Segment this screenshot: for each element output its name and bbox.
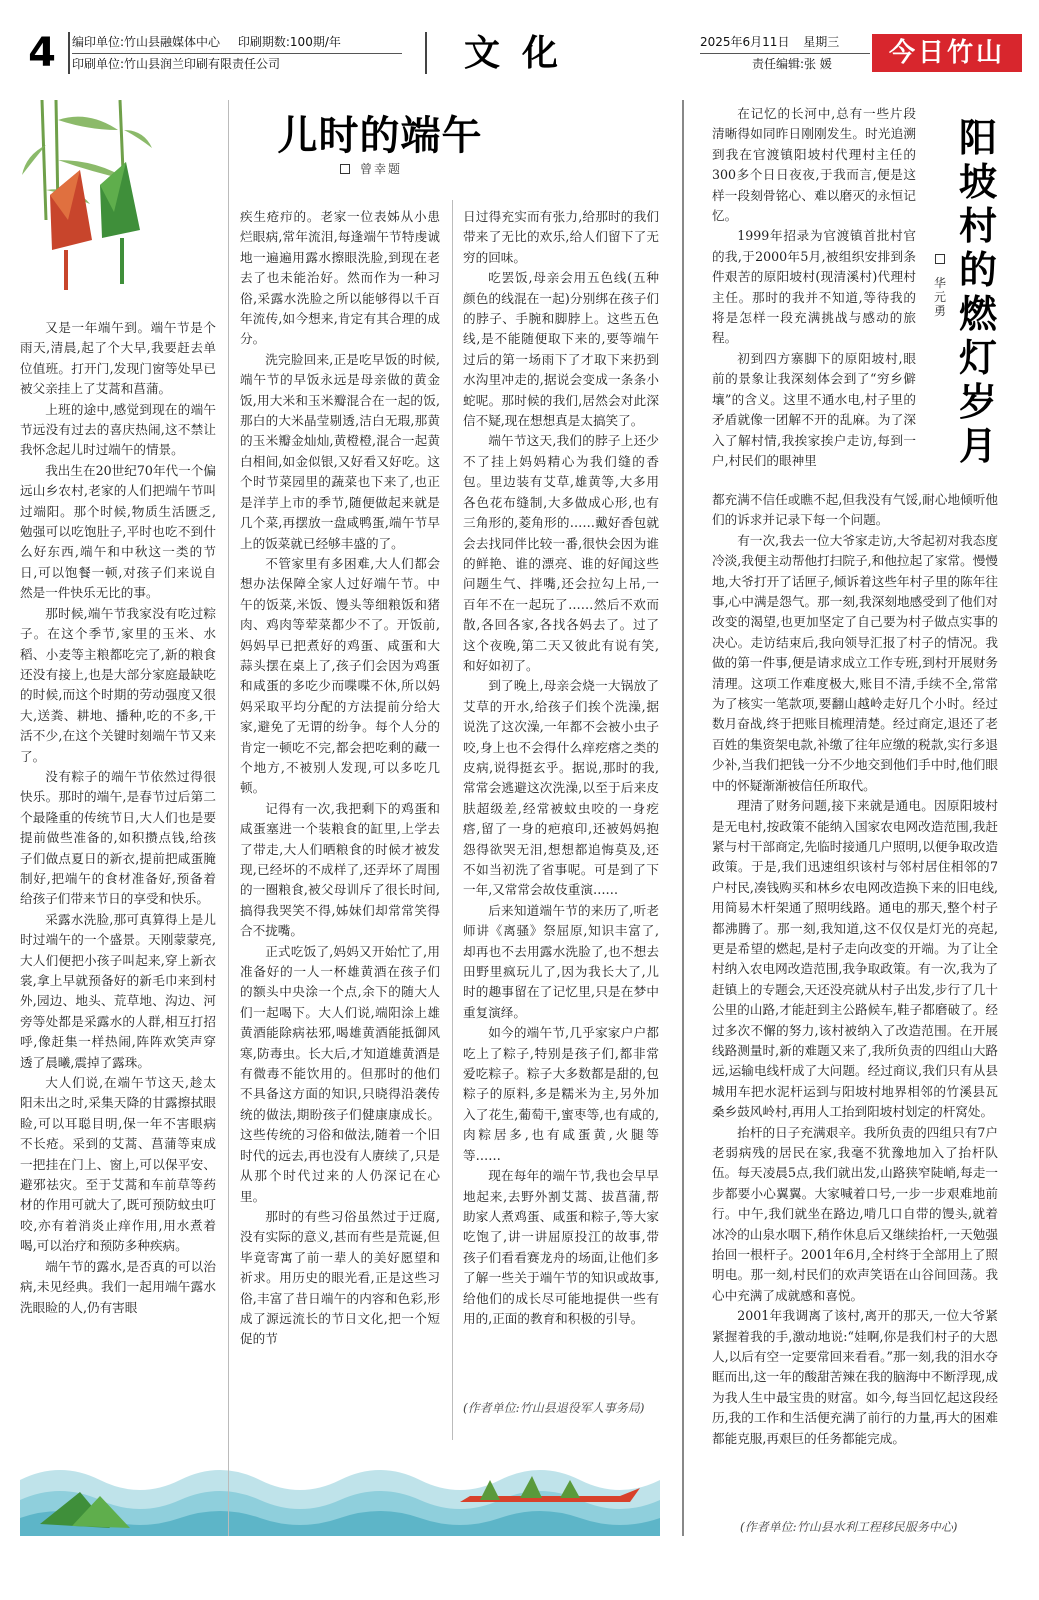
issue-weekday: 星期三	[803, 35, 840, 49]
paragraph: 洗完脸回来,正是吃早饭的时候,端午节的早饭永远是母亲做的黄金饭,用大米和玉米瓣混合在一起的饭,那白的大米晶莹剔透,洁白无瑕,那黄的玉米瓣金灿灿,黄橙橙,混合一起黄白相间,如金似银,又好看又好吃。这个时节菜园里的蔬菜也下来了,也正是洋芋上市的季节,随便做起来就是几个菜,再摆放一盘咸鸭蛋,端午节早上的饭菜就已经够丰盛的了。	[240, 351, 440, 551]
author-name: 华元勇	[933, 276, 946, 318]
masthead-date-info	[700, 32, 870, 75]
paragraph: 端午节这天,我们的脖子上还少不了挂上妈妈精心为我们缝的香包。里边装有艾草,雄黄等,大多用各色花布缝制,大多做成心形,也有三角形的,菱角形的……戴好香包就会去找同伴比较一番,很快会因为谁的鲜艳、谁的漂亮、谁的好闻这些问题生气、拌嘴,还会拉勾上吊,一百年不在一起玩了……然后不欢而散,各回各家,各找各妈去了。过了这个夜晚,第二天又彼此有说有笑,和好如初了。	[463, 433, 659, 673]
paragraph: 理清了财务问题,接下来就是通电。因原阳坡村是无电村,按政策不能纳入国家农电网改造范围,我赶紧与村干部商定,先临时接通几户照明,以便争取改造政策。于是,我们迅速组织该村与邻村居住相邻的7户村民,凑钱购买和林乡农电网改造换下来的旧电线,用简易木杆架通了照明线路。通电的那天,整个村子都沸腾了。那一刻,我知道,这不仅仅是灯光的亮起,更是希望的燃起,是村子走向改变的开端。为了让全村纳入农电网改造范围,我争取政策。有一次,我为了赶镇上的专题会,天还没亮就从村子出发,步行了几十公里的山路,才能赶到主公路候车,鞋子都磨破了。经过多次不懈的努力,该村被纳入了改造范围。在开展线路测量时,新的难题又来了,我所负责的四组山大路远,运输电线杆成了大问题。经过商议,我们只有从县城用车把水泥杆运到与阳坡村地界相邻的竹溪县瓦桑乡鼓风岭村,再用人工抬到阳坡村划定的杆窝处。	[712, 798, 998, 1120]
duty-editor: 责任编辑:张 媛	[752, 57, 832, 71]
paragraph: 有一次,我去一位大爷家走访,大爷起初对我态度冷淡,我便主动帮他打扫院子,和他拉起了家常。慢慢地,大爷打开了话匣子,倾诉着这些年村子里的陈年往事,心中满是怨气。那一刻,我深刻地感受到了他们对改变的渴望,也更加坚定了自己要为村子做点实事的决心。走访结束后,我向领导汇报了村子的情况。我做的第一件事,便是请求成立工作专班,到村开展财务清理。这项工作难度极大,账目不清,手续不全,常常为了核实一笔款项,要翻山越岭走好几个小时。经过数月奋战,终于把账目梳理清楚。经过商定,退还了老百姓的集资架电款,补缴了往年应缴的税款,实行多退少补,当我们把钱一分不少地交到他们手中时,他们眼中的怀疑渐渐被信任所取代。	[712, 532, 998, 793]
right-article-top	[712, 104, 916, 471]
story-byline	[340, 160, 402, 177]
paragraph: 现在每年的端午节,我也会早早地起来,去野外割艾蒿、拔菖蒲,帮助家人煮鸡蛋、咸蛋和粽子,等大家吃饱了,讲一讲屈原投江的故事,带孩子们看看赛龙舟的场面,让他们多了解一些关于端午节的知识或故事,给他们的成长尽可能地提供一些有用的,正面的教育和积极的引导。	[463, 1168, 659, 1326]
paragraph: 不管家里有多困难,大人们都会想办法保障全家人过好端午节。中午的饭菜,米饭、馒头等细粮饭和猪肉、鸡肉等荤菜都少不了。开饭前,妈妈早已把煮好的鸡蛋、咸蛋和大蒜头摆在桌上了,孩子们会因为鸡蛋和咸蛋的多吃少而喋喋不休,所以妈妈采取平均分配的方法提前分给大家,避免了无谓的纷争。每个人分的肯定一顿吃不完,都会把吃剩的藏一个地方,不被别人发现,可以多吃几顿。	[240, 555, 440, 796]
paragraph: 初到四方寨脚下的原阳坡村,眼前的景象让我深刻体会到了“穷乡僻壤”的含义。这里不通水电,村子里的矛盾就像一团解不开的乱麻。为了深入了解村情,我挨家挨户走访,每到一户,村民们的眼神里	[712, 350, 916, 468]
paragraph: 在记忆的长河中,总有一些片段清晰得如同昨日刚刚发生。时光追溯到我在官渡镇阳坡村代理村主任的300多个日日夜夜,于我而言,便是这样一段刻骨铭心、难以磨灭的永恒记忆。	[712, 106, 916, 224]
paragraph: 那时候,端午节我家没有吃过粽子。在这个季节,家里的玉米、水稻、小麦等主粮都吃完了,新的粮食还没有接上,也是大部分家庭最缺吃的时候,而这个时期的劳动强度又很大,送粪、耕地、播种,吃的不多,干活不少,在这个关键时刻端午节又来了。	[20, 605, 216, 764]
paragraph: 正式吃饭了,妈妈又开始忙了,用准备好的一人一杯雄黄酒在孩子们的额头中央涂一个点,余下的随大人们一起喝下。大人们说,端阳涂上雄黄酒能除病祛邪,喝雄黄酒能抵御风寒,防毒虫。长大后,才知道雄黄酒是有微毒不能饮用的。但那时的他们不具备这方面的知识,只晓得沿袭传统的做法,期盼孩子们健康康成长。这些传统的习俗和做法,随着一个旧时代的远去,再也没有人赓续了,只是从那个时代过来的人仍深记在心里。	[240, 943, 440, 1204]
author-affiliation: (作者单位:竹山县水利工程移民服务中心)	[740, 1520, 958, 1534]
masthead	[20, 30, 1020, 76]
paragraph: 到了晚上,母亲会烧一大锅放了艾草的开水,给孩子们挨个洗澡,据说洗了这次澡,一年都不会被小虫子咬,身上也不会得什么痒疙瘩之类的皮病,说得挺玄乎。据说,那时的我,常常会逃避这次洗澡,以至于后来皮肤超级差,经常被蚊虫咬的一身疙瘩,留了一身的疤痕印,还被妈妈抱怨得欲哭无泪,想想都追悔莫及,还不如当初洗了省事呢。可是到了下一年,又常常会故伎重演……	[463, 678, 659, 898]
dragon-boat-illustration	[20, 1440, 660, 1536]
page-number: 4	[28, 30, 56, 76]
paragraph: 那时的有些习俗虽然过于迂腐,没有实际的意义,甚而有些是荒诞,但毕竟寄寓了前一辈人的美好愿望和祈求。用历史的眼光看,正是这些习俗,丰富了昔日端午的内容和色彩,形成了源远流长的节日文化,把一个短促的节	[240, 1208, 440, 1347]
paragraph: 上班的途中,感觉到现在的端午节远没有过去的喜庆热闹,这不禁让我怀念起儿时过端午的情景。	[20, 401, 216, 458]
right-article-body	[712, 490, 998, 1449]
article-column-1	[20, 318, 216, 1318]
issue-date: 2025年6月11日	[700, 35, 790, 49]
story-divider	[682, 100, 684, 1536]
paragraph: 又是一年端午到。端午节是个雨天,清晨,起了个大早,我要赶去单位值班。打开门,发现门窗等处早已被父亲挂上了艾蒿和菖蒲。	[20, 320, 216, 397]
paragraph: 如今的端午节,几乎家家户户都吃上了粽子,特别是孩子们,都非常爱吃粽子。粽子大多数都是甜的,包粽子的原料,多是糯米为主,另外加入了花生,葡萄干,蜜枣等,也有咸的,肉粽居多,也有咸蛋黄,火腿等等……	[463, 1025, 659, 1163]
article-column-3	[463, 207, 659, 1329]
paragraph: 日过得充实而有张力,给那时的我们带来了无比的欢乐,给人们留下了无穷的回味。	[463, 209, 659, 265]
masthead-publisher-info	[72, 32, 402, 75]
author-name: 曾幸题	[360, 162, 403, 176]
byline-box-icon	[340, 164, 350, 174]
paragraph: 都充满不信任或瞧不起,但我没有气馁,耐心地倾听他们的诉求并记录下每一个问题。	[712, 492, 998, 528]
paragraph: 没有粽子的端午节依然过得很快乐。那时的端午,是春节过后第二个最隆重的传统节日,大人们也是要提前做些准备的,如积攒点钱,给孩子们做点夏日的新衣,提前把咸蛋腌制好,把端午的食材准备好,预备着给孩子们带来节日的享受和快乐。	[20, 768, 216, 907]
column-divider	[228, 100, 229, 1536]
paragraph: 2001年我调离了该村,离开的那天,一位大爷紧紧握着我的手,激动地说:“娃啊,你是我们村子的大恩人,以后有空一定要常回来看看。”那一刻,我的泪水夺眶而出,这一年的酸甜苦辣在我的脑海中不断浮现,成为我人生中最宝贵的财富。如今,每当回忆起这段经历,我的工作和生活便充满了前行的力量,再大的困难都能克服,再艰巨的任务都能完成。	[712, 1308, 998, 1446]
article-column-2	[240, 207, 440, 1350]
author-affiliation: (作者单位:竹山县退役军人事务局)	[463, 1401, 645, 1415]
editor-unit: 编印单位:竹山县融媒体中心	[72, 35, 221, 49]
masthead-divider	[68, 32, 70, 74]
right-story-title: 阳坡村的燃灯岁月	[958, 115, 997, 468]
print-count: 印刷期数:100期/年	[237, 35, 341, 49]
section-title: 文化	[463, 32, 580, 74]
column-divider	[452, 200, 453, 1440]
masthead-divider	[425, 32, 427, 74]
paragraph: 疾生疮疖的。老家一位表姊从小患烂眼病,常年流泪,每逢端午节特虔诚地一遍遍用露水擦眼洗脸,到现在老去了也未能治好。然而作为一种习俗,采露水洗脸之所以能够得以千百年流传,如今想来,肯定有其合理的成分。	[240, 209, 440, 347]
paragraph: 抬杆的日子充满艰辛。我所负责的四组只有7户老弱病残的居民在家,我毫不犹豫地加入了抬杆队伍。每天凌晨5点,我们就出发,山路狭窄陡峭,每走一步都要小心翼翼。大家喊着口号,一步一步艰难地前行。中午,我们就坐在路边,啃几口自带的馒头,就着冰冷的山泉水咽下,稍作休息后又继续抬杆,一天勉强抬回一根杆子。2001年6月,全村终于全部用上了照明电。那一刻,村民们的欢声笑语在山谷间回荡。我心中充满了成就感和喜悦。	[712, 1124, 998, 1303]
byline-box-icon	[935, 254, 945, 264]
paragraph: 大人们说,在端午节这天,趁太阳未出之时,采集天降的甘露擦拭眼睑,可以耳聪目明,保一年不害眼病不长疮。采到的艾蒿、菖蒲等束成一把挂在门上、窗上,可以保平安、避邪祛灾。至于艾蒿和车前草等药材的作用可就大了,既可预防蚊虫叮咬,亦有着消炎止痒作用,用水煮着喝,可以治疗和预防多种疾病。	[20, 1075, 216, 1254]
paragraph: 我出生在20世纪70年代一个偏远山乡农村,老家的人们把端午节叫过端阳。那个时候,物质生活匮乏,勉强可以吃饱肚子,平时也吃不到什么好东西,端午和中秋这一类的节日,可以饱餐一顿,对孩子们来说自然是一件快乐无比的事。	[20, 462, 216, 601]
right-story-byline	[930, 254, 950, 318]
bamboo-zongzi-illustration	[22, 100, 152, 300]
story-title: 儿时的端午	[277, 113, 483, 159]
printer-unit: 印刷单位:竹山县润兰印刷有限责任公司	[72, 57, 281, 71]
paragraph: 吃罢饭,母亲会用五色线(五种颜色的线混在一起)分别绑在孩子们的脖子、手腕和脚脖上。这些五色线,是不能随便取下来的,要等端午过后的第一场雨下了才取下来扔到水沟里冲走的,据说会变成一条条小蛇呢。那时候的我们,居然会对此深信不疑,现在想想真是太搞笑了。	[463, 270, 659, 429]
newspaper-logo: 今日竹山	[872, 34, 1022, 72]
paragraph: 1999年招录为官渡镇首批村官的我,于2000年5月,被组织安排到条件艰苦的原阳坡村(现清溪村)代理村主任。那时的我并不知道,等待我的将是怎样一段充满挑战与感动的旅程。	[712, 228, 916, 346]
paragraph: 采露水洗脸,那可真算得上是儿时过端午的一个盛景。天刚蒙蒙亮,大人们便把小孩子叫起来,穿上新衣裳,拿上早就预备好的新毛巾来到村外,园边、地头、荒草地、沟边、河旁等处都是采露水的人群,相互打招呼,像赶集一样热闹,阵阵欢笑声穿透了晨曦,震掉了露珠。	[20, 911, 216, 1070]
paragraph: 端午节的露水,是否真的可以治病,未见经典。我们一起用端午露水洗眼睑的人,仍有害眼	[20, 1258, 216, 1315]
paragraph: 后来知道端午节的来历了,听老师讲《离骚》祭屈原,知识丰富了,却再也不去用露水洗脸了,也不想去田野里疯玩儿了,因为我长大了,儿时的趣事留在了记忆里,只是在梦中重复演绎。	[463, 902, 659, 1020]
paragraph: 记得有一次,我把剩下的鸡蛋和咸蛋塞进一个装粮食的缸里,上学去了带走,大人们晒粮食的时候才被发现,已经坏的不成样了,还弄坏了周围的一圈粮食,被父母训斥了很长时间,搞得我哭笑不得,姊妹们却常常笑得合不拢嘴。	[240, 800, 440, 939]
